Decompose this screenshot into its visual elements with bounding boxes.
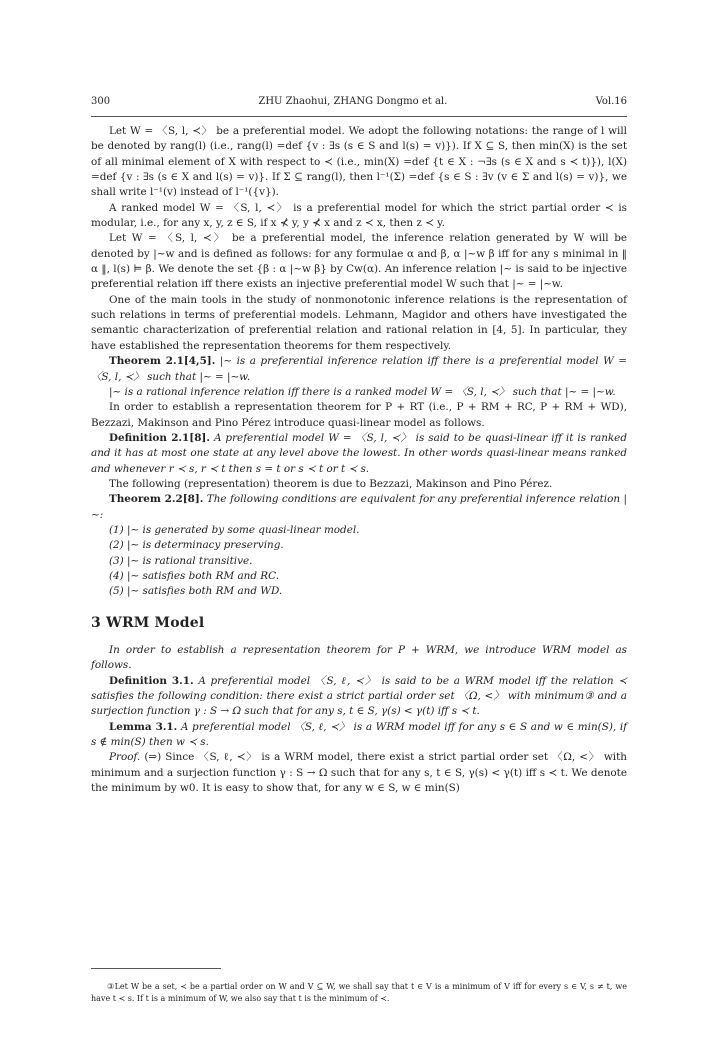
running-header bbox=[91, 96, 627, 112]
theorem-2-2 bbox=[91, 492, 627, 523]
paragraph-theorem-attribution: The following (representation) theorem is due to Bezzazi, Makinson and Pino Pérez. bbox=[109, 477, 553, 490]
paragraph-ranked-model: A ranked model W = 〈S, l, ≺〉 is a preferential model for which the strict partial order ≺ is modular, i.e., for any x, y, z ∈ S, if x ⊀ y, y ⊀ x and z ≺ x, then z ≺ y. bbox=[91, 201, 627, 230]
proof-label: Proof. bbox=[109, 751, 141, 764]
proof-text: (⇒) Since 〈S, ℓ, ≺〉 is a WRM model, there exist a strict partial order set 〈Ω, <〉 with minimum and a surjection function γ : S → Ω such that for any s, t ∈ S, γ(s) < γ(t) iff s ≺ t. We denote the minimum by w0. It is easy to show that, for any w ∈ S, w ∈ min(S) bbox=[91, 751, 627, 795]
list-item: (2) |∼ is determinacy preserving. bbox=[109, 539, 284, 552]
lemma-3-1-label: Lemma 3.1. bbox=[109, 720, 178, 733]
footnote: ③Let W be a set, ≺ be a partial order on W and V ⊆ W, we shall say that t ∈ V is a minimum of V iff for every s ∈ V, s ≠ t, we have t ≺ s. If t is a minimum of W, we also say that t is the minimum of ≺. bbox=[91, 982, 627, 1003]
paragraph-inference-relation: Let W = 〈S, l, ≺〉 be a preferential model, the inference relation generated by W will be denoted by |∼w and is defined as follows: for any formulae α and β, α |∼w β iff for any s minimal in ‖ α ‖, l(s) ⊨ β. We denote the set {β : α |∼w β} by Cw(α). An inference relation |∼ is said to be injective preferential relation iff there exists an injective preferential model W such that |∼ = |∼w. bbox=[91, 232, 627, 291]
theorem-2-2-label: Theorem 2.2[8]. bbox=[109, 493, 204, 506]
proof bbox=[91, 750, 627, 796]
definition-3-1-text: A preferential model 〈S, ℓ, ≺〉 is said to be a WRM model iff the relation ≺ satisfies the following condition: there exist a strict partial order set 〈Ω, <〉 with minimum③ and a surjection function γ : S → Ω such that for any s, t ∈ S, γ(s) < γ(t) iff s ≺ t. bbox=[91, 674, 627, 718]
page-number: 300 bbox=[91, 96, 111, 107]
paragraph-wrm-intro: In order to establish a representation theorem for P + WRM, we introduce WRM model as follows. bbox=[91, 644, 627, 672]
theorem-2-1 bbox=[91, 354, 627, 385]
list-item: (1) |∼ is generated by some quasi-linear model. bbox=[109, 523, 360, 536]
theorem-2-2-text: The following conditions are equivalent for any preferential inference relation |∼: bbox=[91, 493, 627, 521]
list-item: (4) |∼ satisfies both RM and RC. bbox=[109, 569, 279, 582]
volume-label: Vol.16 bbox=[595, 96, 627, 107]
definition-3-1 bbox=[91, 674, 627, 720]
definition-3-1-label: Definition 3.1. bbox=[109, 674, 194, 687]
footnote-rule bbox=[91, 968, 221, 969]
lemma-3-1-text: A preferential model 〈S, ℓ, ≺〉 is a WRM model iff for any s ∈ S and w ∈ min(S), if s ∉ min(S) then w ≺ s. bbox=[91, 720, 627, 749]
list-item: (5) |∼ satisfies both RM and WD. bbox=[109, 585, 283, 598]
paragraph-quasi-linear-intro: In order to establish a representation theorem for P + RT (i.e., P + RM + RC, P + RM + WD), Bezzazi, Makinson and Pino Pérez introduce quasi-linear model as follows. bbox=[91, 401, 627, 429]
section-heading: 3 WRM Model bbox=[91, 614, 205, 631]
definition-2-1-label: Definition 2.1[8]. bbox=[109, 431, 210, 444]
theorem-2-1-part-b: |∼ is a rational inference relation iff there is a ranked model W = 〈S, l, ≺〉 such that |∼ = |∼w. bbox=[109, 385, 616, 398]
main-text bbox=[91, 124, 627, 796]
running-authors: ZHU Zhaohui, ZHANG Dongmo et al. bbox=[258, 96, 448, 107]
paragraph-representation: One of the main tools in the study of nonmonotonic inference relations is the representation of such relations in terms of preferential models. Lehmann, Magidor and others have investigated the semantic characterization of preferential relation and rational relation in [4, 5]. In particular, they have established the representation theorems for them respectively. bbox=[91, 293, 627, 352]
paragraph-notation: Let W = 〈S, l, ≺〉 be a preferential model. We adopt the following notations: the range of l will be denoted by rang(l) (i.e., rang(l) =def {v : ∃s (s ∈ S and l(s) = v)}). If X ⊆ S, then min(X) is the set of all minimal element of X with respect to ≺ (i.e., min(X) =def {t ∈ X : ¬∃s (s ∈ X and s ≺ t)}), l(X) =def {v : ∃s (s ∈ X and l(s) = v)}. If Σ ⊆ rang(l), then l⁻¹(Σ) =def {s ∈ S : ∃v (v ∈ Σ and l(s) = v)}, we shall write l⁻¹(v) instead of l⁻¹({v}). bbox=[91, 125, 627, 199]
theorem-2-1-part-a: |∼ is a preferential inference relation iff there is a preferential model W = 〈S, l, ≺〉 such that |∼ = |∼w. bbox=[91, 355, 627, 383]
definition-2-1-text: A preferential model W = 〈S, l, ≺〉 is said to be quasi-linear iff it is ranked and it has at most one state at any level above the lowest. In other words quasi-linear means ranked and whenever r ≺ s, r ≺ t then s = t or s ≺ t or t ≺ s. bbox=[91, 431, 627, 475]
theorem-2-1-label: Theorem 2.1[4,5]. bbox=[109, 355, 216, 368]
lemma-3-1 bbox=[91, 720, 627, 751]
header-rule bbox=[91, 116, 627, 117]
list-item: (3) |∼ is rational transitive. bbox=[109, 554, 253, 567]
definition-2-1 bbox=[91, 431, 627, 477]
